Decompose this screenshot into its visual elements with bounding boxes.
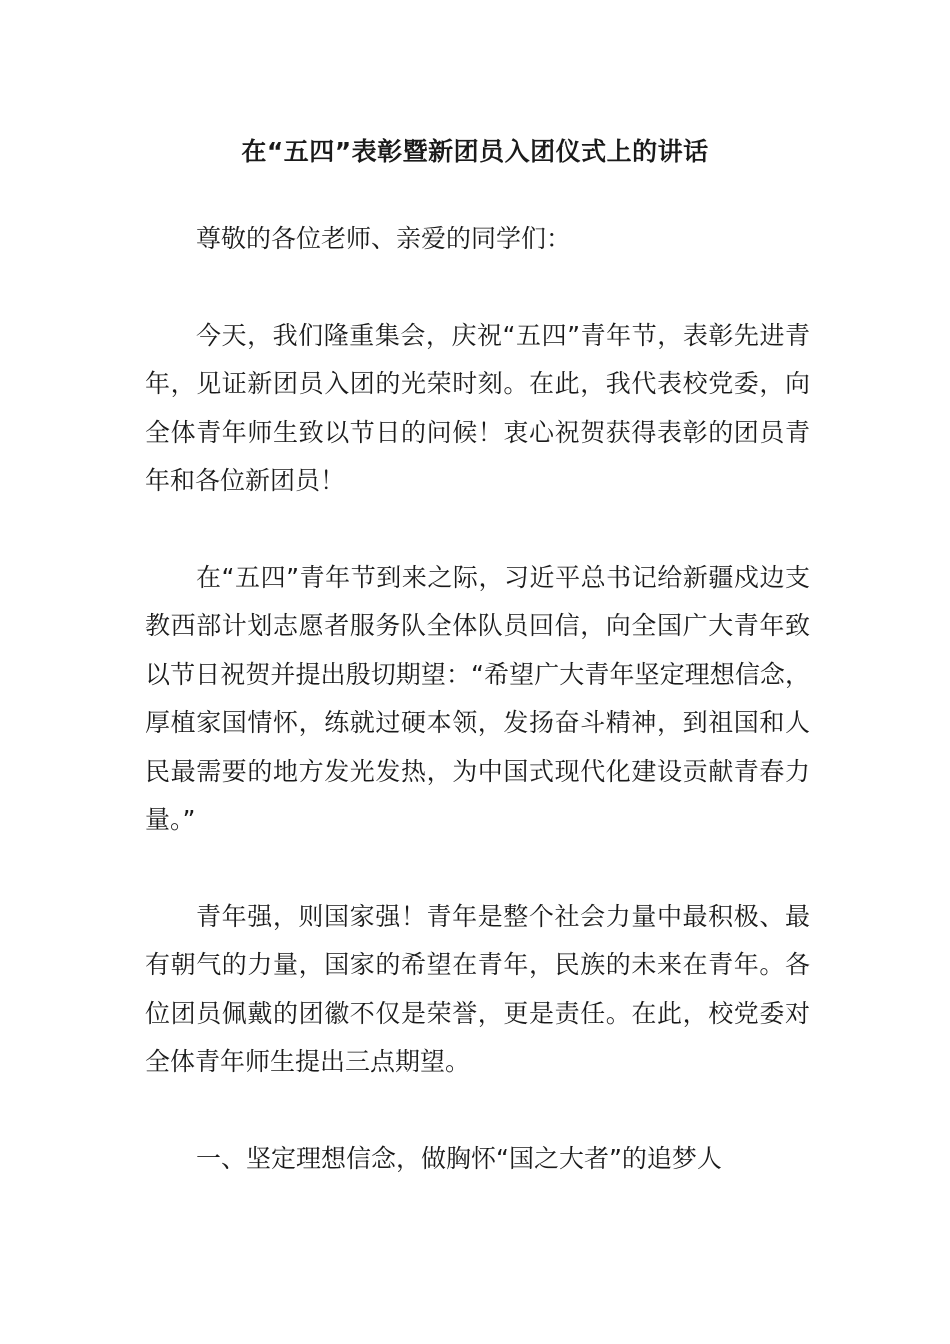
paragraph-3: 青年强，则国家强！青年是整个社会力量中最积极、最有朝气的力量，国家的希望在青年，民族的未来在青年。各位团员佩戴的团徽不仅是荣誉，更是责任。在此，校党委对全体青年师生提出三点期望。: [145, 901, 810, 1076]
document-title: 在“五四”表彰暨新团员入团仪式上的讲话: [241, 137, 709, 166]
document-body: [145, 215, 810, 1231]
paragraph-2: 在“五四”青年节到来之际，习近平总书记给新疆戍边支教西部计划志愿者服务队全体队员回信，向全国广大青年致以节日祝贺并提出殷切期望：“希望广大青年坚定理想信念，厚植家国情怀，练就过硬本领，发扬奋斗精神，到祖国和人民最需要的地方发光发热，为中国式现代化建设贡献青春力量。”: [145, 562, 810, 834]
section-heading: 一、坚定理想信念，做胸怀“国之大者”的追梦人: [196, 1143, 722, 1173]
salutation: 尊敬的各位老师、亲爱的同学们：: [196, 224, 572, 253]
paragraph-1: 今天，我们隆重集会，庆祝“五四”青年节，表彰先进青年，见证新团员入团的光荣时刻。在此，我代表校党委，向全体青年师生致以节日的问候！衷心祝贺获得表彰的团员青年和各位新团员！: [145, 320, 810, 495]
